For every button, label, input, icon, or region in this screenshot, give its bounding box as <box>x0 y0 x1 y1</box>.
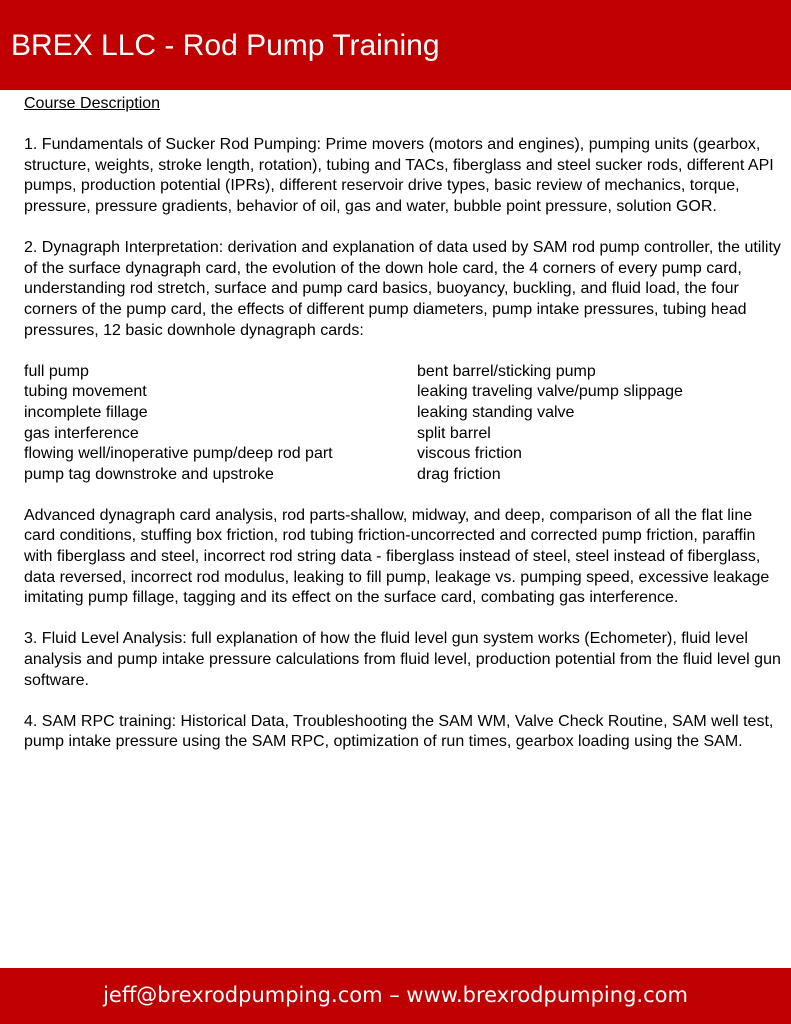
section-fluid-level: 3. Fluid Level Analysis: full explanation of how the fluid level gun system works (Echometer), fluid level analysis and pump intake pressure calculations from fluid level, production potential from the fluid level gun software. <box>24 630 781 689</box>
list-item: viscous friction <box>417 445 522 463</box>
contact-info: jeff@brexrodpumping.com – www.brexrodpumping.com <box>103 983 688 1007</box>
list-item: gas interference <box>24 424 139 442</box>
list-item: full pump <box>24 362 89 380</box>
card-list-left <box>24 362 417 486</box>
section-dynagraph: 2. Dynagraph Interpretation: derivation and explanation of data used by SAM rod pump controller, the utility of the surface dynagraph card, the evolution of the down hole card, the 4 corners of every pump card, understanding rod stretch, surface and pump card basics, buoyancy, buckling, and fluid load, the four corners of the pump card, the effects of different pump diameters, pump intake pressures, tubing head pressures, 12 basic downhole dynagraph cards: <box>24 239 781 339</box>
card-list-right <box>417 362 777 486</box>
header-banner <box>0 0 791 90</box>
list-item: leaking standing valve <box>417 403 575 421</box>
list-item: pump tag downstroke and upstroke <box>24 465 274 483</box>
list-item: tubing movement <box>24 383 147 401</box>
list-item: bent barrel/sticking pump <box>417 362 596 380</box>
footer-banner <box>0 968 791 1024</box>
list-item: incomplete fillage <box>24 403 148 421</box>
dynagraph-card-list <box>24 362 784 486</box>
section-fundamentals: 1. Fundamentals of Sucker Rod Pumping: Prime movers (motors and engines), pumping units (gearbox, structure, weights, stroke length, rotation), tubing and TACs, fiberglass and steel sucker rods, different API pumps, production potential (IPRs), different reservoir drive types, basic review of mechanics, torque, pressure, pressure gradients, behavior of oil, gas and water, bubble point pressure, solution GOR. <box>24 136 774 215</box>
list-item: leaking traveling valve/pump slippage <box>417 383 683 401</box>
section-heading: Course Description <box>24 95 161 112</box>
section-sam-rpc: 4. SAM RPC training: Historical Data, Troubleshooting the SAM WM, Valve Check Routine, SAM well test, pump intake pressure using the SAM RPC, optimization of run times, gearbox loading using the SAM. <box>24 712 774 751</box>
page-title: BREX LLC - Rod Pump Training <box>11 29 440 62</box>
course-description <box>24 94 784 774</box>
list-item: split barrel <box>417 424 491 442</box>
list-item: drag friction <box>417 465 501 483</box>
section-advanced-analysis: Advanced dynagraph card analysis, rod parts-shallow, midway, and deep, comparison of all the flat line card conditions, stuffing box friction, rod tubing friction-uncorrected and corrected pump friction, paraffin with fiberglass and steel, incorrect rod string data - fiberglass instead of steel, steel instead of fiberglass, data reversed, incorrect rod modulus, leaking to fill pump, leakage vs. pumping speed, excessive leakage imitating pump fillage, tagging and its effect on the surface card, combating gas interference. <box>24 506 770 607</box>
list-item: flowing well/inoperative pump/deep rod part <box>24 445 333 463</box>
